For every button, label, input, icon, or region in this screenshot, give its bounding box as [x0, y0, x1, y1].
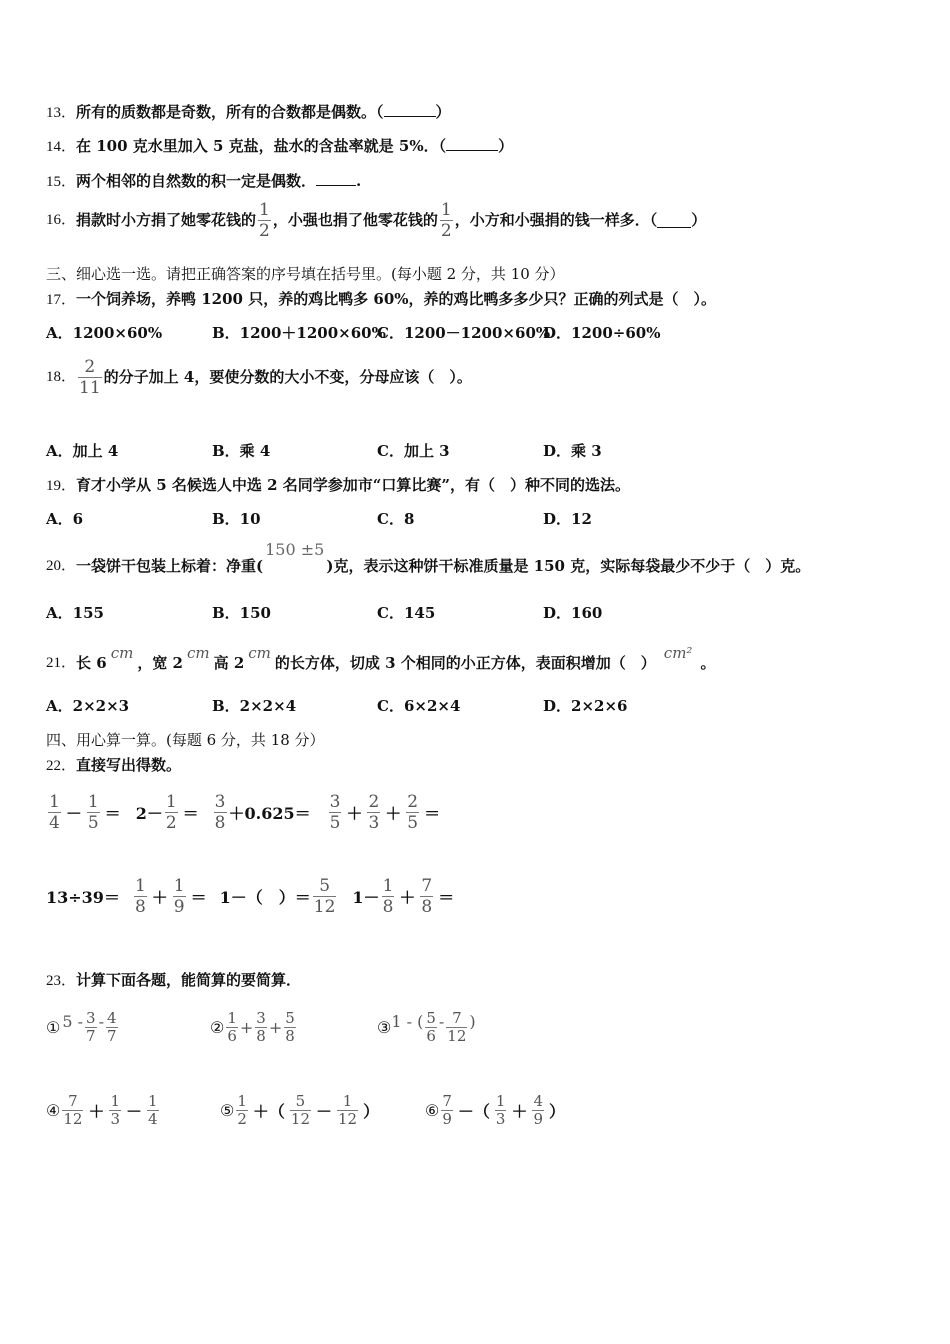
- fraction: [214, 792, 227, 833]
- question-number: 17．: [46, 292, 77, 308]
- option-c[interactable]: C．6×2×4: [377, 697, 461, 715]
- numerator: 1: [87, 791, 99, 812]
- fraction: [382, 876, 395, 917]
- item-label: ⑥: [425, 1100, 440, 1120]
- operator: ＝: [104, 803, 121, 823]
- item-label: ②: [210, 1017, 225, 1037]
- option-d[interactable]: D．乘 3: [543, 442, 602, 460]
- option-b[interactable]: B．10: [212, 510, 261, 528]
- numerator: 1: [110, 1091, 120, 1110]
- operator: －（: [457, 1101, 490, 1121]
- numerator: 1: [227, 1008, 237, 1027]
- operator: ＋: [399, 887, 416, 907]
- numerator: 1: [134, 875, 146, 896]
- numerator: 7: [442, 1091, 452, 1110]
- unit-cm-squared: cm²: [663, 644, 693, 662]
- fraction: [87, 792, 100, 833]
- numerator: 7: [452, 1008, 462, 1027]
- operator: ＝: [424, 803, 441, 823]
- question-number: 21．: [46, 655, 77, 671]
- denominator: 3: [368, 812, 380, 833]
- section-4-heading: 四、用心算一算。(每题 6 分，共 18 分）: [46, 731, 325, 749]
- question-number: 22．: [46, 758, 77, 774]
- operator: 1－: [352, 887, 380, 907]
- operator: ＋: [88, 1101, 105, 1121]
- numerator: 2: [84, 356, 96, 377]
- question-text: 两个相邻的自然数的积一定是偶数．: [76, 172, 317, 190]
- unit-cm: cm: [110, 644, 134, 662]
- option-d[interactable]: D．12: [543, 510, 592, 528]
- question-text: 计算下面各题，能简算的要简算．: [76, 971, 302, 989]
- item-label: ⑤: [220, 1100, 235, 1120]
- option-a[interactable]: A．1200×60%: [46, 324, 163, 342]
- numerator: 5: [319, 875, 331, 896]
- question-text: )克，表示这种饼干标准质量是 150 克，实际每袋最少不少于（ ）克。: [326, 557, 811, 575]
- denominator: 5: [407, 812, 419, 833]
- unit-cm: cm: [186, 644, 210, 662]
- denominator: 2: [165, 812, 177, 833]
- answer-blank[interactable]: [446, 136, 498, 151]
- numerator: 1: [382, 875, 394, 896]
- operator: 5 -: [62, 1011, 84, 1031]
- numerator: 1: [342, 1091, 353, 1110]
- question-20: [46, 540, 810, 576]
- question-number: 19．: [46, 478, 77, 494]
- question-14: [46, 136, 513, 157]
- operator: -: [98, 1011, 104, 1031]
- calc-item-5: [220, 1088, 382, 1132]
- numerator: 2: [407, 791, 419, 812]
- paren-close: ）: [435, 103, 451, 121]
- numerator: 1: [148, 1091, 158, 1110]
- numerator: 1: [440, 199, 452, 220]
- item-label: ④: [46, 1100, 61, 1120]
- paren-close: ): [469, 1011, 476, 1031]
- denominator: 2: [237, 1109, 247, 1128]
- operator: +: [239, 1017, 254, 1037]
- question-number: 16．: [46, 212, 77, 228]
- calc-item-3: [377, 1005, 476, 1049]
- option-b[interactable]: B．乘 4: [212, 442, 271, 460]
- option-c[interactable]: C．8: [377, 510, 415, 528]
- fraction: [329, 792, 342, 833]
- denominator: 8: [382, 896, 394, 917]
- fraction: [226, 1010, 238, 1045]
- question-number: 23．: [46, 973, 77, 989]
- question-text: 的分子加上 4，要使分数的大小不变，分母应该（ ）。: [103, 368, 472, 386]
- operator: ＝: [182, 803, 199, 823]
- denominator: 12: [290, 1109, 310, 1128]
- denominator: 7: [106, 1026, 117, 1045]
- fraction: [48, 792, 61, 833]
- calc-item-2: [210, 1005, 298, 1049]
- question-15: [46, 171, 361, 192]
- fraction: [495, 1093, 507, 1128]
- option-b[interactable]: B．150: [212, 604, 271, 622]
- denominator: 12: [338, 1109, 358, 1128]
- operator: ＝: [438, 887, 455, 907]
- operator: ＝: [190, 887, 207, 907]
- denominator: 11: [79, 377, 101, 398]
- operator: －: [65, 803, 82, 823]
- denominator: 6: [426, 1026, 436, 1045]
- fraction: [420, 876, 433, 917]
- question-text: 捐款时小方捐了她零花钱的: [76, 211, 257, 229]
- fraction: [62, 1093, 83, 1128]
- denominator: 5: [329, 812, 341, 833]
- numerator: 1: [237, 1091, 247, 1110]
- denominator: 3: [110, 1109, 120, 1128]
- denominator: 4: [49, 812, 60, 833]
- denominator: 12: [313, 896, 336, 917]
- question-19: [46, 475, 630, 496]
- denominator: 4: [148, 1109, 158, 1128]
- option-a[interactable]: A．155: [46, 604, 104, 622]
- option-c[interactable]: C．1200－1200×60%: [377, 324, 551, 342]
- answer-blank[interactable]: [316, 171, 356, 186]
- denominator: 7: [86, 1026, 96, 1045]
- option-a[interactable]: A．2×2×3: [46, 697, 130, 715]
- question-text: ，小方和小强捐的钱一样多．（: [454, 211, 658, 229]
- fraction: [313, 876, 337, 917]
- operator: +: [268, 1017, 283, 1037]
- question-number: 15．: [46, 174, 77, 190]
- operator: ＋: [511, 1101, 528, 1121]
- operator: ＋（: [252, 1101, 285, 1121]
- mental-math-row-2: [46, 871, 457, 921]
- period: .: [356, 172, 362, 190]
- denominator: 8: [256, 1026, 266, 1045]
- numerator: 3: [86, 1008, 96, 1027]
- fraction: [406, 792, 419, 833]
- paren-close: ）: [549, 1101, 566, 1121]
- unit-cm: cm: [248, 644, 271, 662]
- numerator: 4: [106, 1008, 117, 1027]
- fraction: [165, 792, 178, 833]
- fraction: [147, 1093, 159, 1128]
- fraction: [441, 1093, 453, 1128]
- denominator: 6: [227, 1026, 237, 1045]
- question-16: [46, 198, 706, 242]
- question-13: [46, 102, 451, 123]
- question-text: 一袋饼干包装上标着：净重(: [76, 557, 264, 575]
- question-22: [46, 755, 181, 776]
- option-c[interactable]: C．加上 3: [377, 442, 450, 460]
- numerator: 7: [68, 1091, 78, 1110]
- paren-close: ）: [363, 1101, 380, 1121]
- denominator: 9: [173, 896, 185, 917]
- expression: 1－（ ）＝: [219, 887, 311, 907]
- denominator: 8: [214, 812, 226, 833]
- fraction: [446, 1010, 467, 1045]
- calc-item-4: [46, 1088, 161, 1132]
- denominator: 5: [87, 812, 99, 833]
- option-b[interactable]: B．2×2×4: [212, 697, 297, 715]
- paren-close: ）: [691, 211, 707, 229]
- denominator: 8: [421, 896, 433, 917]
- fraction: [255, 1010, 267, 1045]
- numerator: 1: [259, 199, 270, 220]
- numerator: 5: [426, 1008, 436, 1027]
- fraction: [236, 1093, 248, 1128]
- section-3-heading: 三、细心选一选。请把正确答案的序号填在括号里。(每小题 2 分，共 10 分）: [46, 265, 565, 283]
- question-23: [46, 970, 301, 991]
- fraction: [106, 1010, 118, 1045]
- fraction: [440, 200, 453, 241]
- fraction: [78, 357, 102, 398]
- numerator: 1: [495, 1091, 506, 1110]
- option-a[interactable]: A．6: [46, 510, 84, 528]
- numerator: 1: [165, 791, 177, 812]
- question-text: 所有的质数都是奇数，所有的合数都是偶数。（: [76, 103, 384, 121]
- numerator: 2: [368, 791, 380, 812]
- numerator: 3: [256, 1008, 266, 1027]
- numerator: 3: [329, 791, 341, 812]
- period: 。: [700, 654, 716, 672]
- question-text: 高 2: [213, 654, 245, 672]
- numerator: 3: [214, 791, 226, 812]
- mental-math-row-1: [46, 787, 443, 837]
- operator: -: [438, 1011, 445, 1031]
- operator: ＋0.625＝: [228, 803, 311, 823]
- option-d[interactable]: D．160: [543, 604, 603, 622]
- option-d[interactable]: D．1200÷60%: [543, 324, 661, 342]
- question-18: [46, 354, 472, 400]
- numerator: 7: [421, 875, 433, 896]
- option-c[interactable]: C．145: [377, 604, 436, 622]
- question-number: 13．: [46, 105, 77, 121]
- question-text: 长 6: [76, 654, 107, 672]
- operator: －: [316, 1101, 333, 1121]
- denominator: 9: [533, 1109, 544, 1128]
- calc-item-1: [46, 1005, 120, 1049]
- operator: ＋: [151, 887, 168, 907]
- question-number: 20．: [46, 558, 77, 574]
- fraction: [258, 200, 271, 241]
- operator: ＋: [346, 803, 363, 823]
- denominator: 12: [63, 1109, 83, 1128]
- calc-item-6: [425, 1088, 568, 1132]
- operator: －: [126, 1101, 143, 1121]
- question-text: 在 100 克水里加入 5 克盐，盐水的含盐率就是 5%．（: [76, 137, 447, 155]
- fraction: [337, 1093, 358, 1128]
- option-b[interactable]: B．1200＋1200×60%: [212, 324, 386, 342]
- denominator: 8: [285, 1026, 295, 1045]
- numerator: 5: [295, 1091, 306, 1110]
- fraction: [532, 1093, 544, 1128]
- fraction: [173, 876, 186, 917]
- fraction: [134, 876, 147, 917]
- question-text: 一个饲养场，养鸭 1200 只，养的鸡比鸭多 60%，养的鸡比鸭多多少只？正确的列式是（ ）。: [76, 290, 717, 308]
- option-a[interactable]: A．加上 4: [46, 442, 119, 460]
- option-d[interactable]: D．2×2×6: [543, 697, 628, 715]
- operator: 2－: [135, 803, 163, 823]
- fraction: [284, 1010, 296, 1045]
- numerator: 5: [285, 1008, 295, 1027]
- answer-blank[interactable]: [384, 102, 436, 117]
- answer-blank[interactable]: [657, 213, 691, 228]
- numerator: 4: [533, 1091, 544, 1110]
- expression: 13÷39＝: [46, 887, 120, 907]
- question-number: 14．: [46, 139, 77, 155]
- net-weight-value: 150 ±5: [265, 540, 325, 559]
- question-text: 直接写出得数。: [76, 756, 182, 774]
- fraction: [85, 1010, 97, 1045]
- numerator: 1: [49, 791, 60, 812]
- item-label: ①: [46, 1017, 61, 1037]
- fraction: [290, 1093, 311, 1128]
- fraction: [367, 792, 380, 833]
- denominator: 9: [442, 1109, 452, 1128]
- question-text: ，小强也捐了他零花钱的: [272, 211, 438, 229]
- question-17: [46, 289, 716, 310]
- question-21: [46, 645, 715, 673]
- question-text: 的长方体，切成 3 个相同的小正方体，表面积增加（ ）: [274, 654, 656, 672]
- denominator: 2: [259, 220, 270, 241]
- item-label: ③: [377, 1017, 392, 1037]
- denominator: 12: [447, 1026, 467, 1045]
- question-number: 18．: [46, 369, 77, 385]
- denominator: 2: [440, 220, 452, 241]
- denominator: 3: [495, 1109, 506, 1128]
- question-text: ，宽 2: [137, 654, 183, 672]
- question-text: 育才小学从 5 名候选人中选 2 名同学参加市“口算比赛”，有（ ）种不同的选法。: [76, 476, 631, 494]
- denominator: 8: [134, 896, 146, 917]
- fraction: [109, 1093, 121, 1128]
- operator: 1 - (: [391, 1011, 424, 1031]
- numerator: 1: [173, 875, 185, 896]
- fraction: [425, 1010, 437, 1045]
- operator: ＋: [385, 803, 402, 823]
- paren-close: ）: [498, 137, 514, 155]
